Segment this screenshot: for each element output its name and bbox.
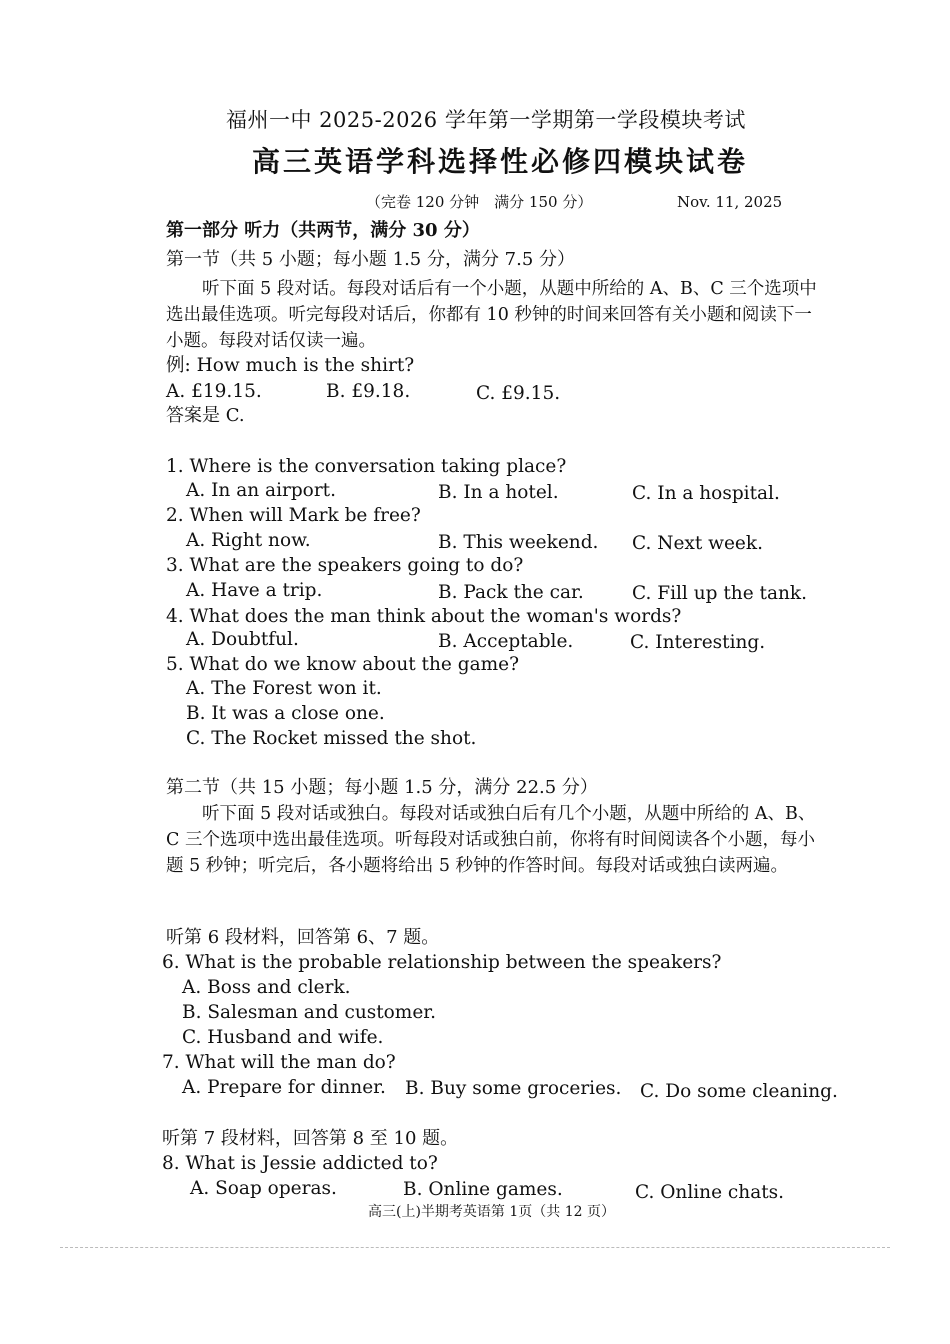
q8-option-b: B. Online games.: [403, 1179, 563, 1200]
question-3: 3. What are the speakers going to do?: [166, 555, 524, 576]
q7-option-b: B. Buy some groceries.: [405, 1078, 622, 1099]
question-8: 8. What is Jessie addicted to?: [162, 1153, 438, 1174]
q3-option-a: A. Have a trip.: [186, 580, 323, 601]
q7-option-a: A. Prepare for dinner.: [182, 1077, 386, 1098]
exam-title: 高三英语学科选择性必修四模块试卷: [252, 145, 749, 178]
q1-option-c: C. In a hospital.: [632, 483, 780, 504]
q3-option-b: B. Pack the car.: [438, 582, 584, 603]
q4-option-a: A. Doubtful.: [186, 629, 299, 650]
question-7: 7. What will the man do?: [162, 1052, 396, 1073]
q1-option-b: B. In a hotel.: [438, 482, 559, 503]
question-5: 5. What do we know about the game?: [166, 654, 520, 675]
question-6: 6. What is the probable relationship between the speakers?: [162, 952, 722, 973]
material-7-heading: 听第 7 段材料，回答第 8 至 10 题。: [162, 1128, 459, 1149]
example-option-a: A. £19.15.: [166, 381, 262, 402]
q5-option-c: C. The Rocket missed the shot.: [186, 728, 477, 749]
example-option-c: C. £9.15.: [476, 383, 561, 404]
exam-info: （完卷 120 分钟 满分 150 分）: [366, 193, 593, 211]
q1-option-a: A. In an airport.: [186, 480, 336, 501]
part1-title: 第一部分 听力（共两节，满分 30 分）: [166, 220, 480, 241]
q6-option-b: B. Salesman and customer.: [182, 1002, 436, 1023]
example-answer: 答案是 C.: [166, 405, 245, 426]
q8-option-c: C. Online chats.: [635, 1182, 785, 1203]
q5-option-b: B. It was a close one.: [186, 703, 385, 724]
question-1: 1. Where is the conversation taking place?: [166, 456, 567, 477]
section1-instructions: 听下面 5 段对话。每段对话后有一个小题，从题中所给的 A、B、C 三个选项中选出最佳选项。听完每段对话后，你都有 10 秒钟的时间来回答有关小题和阅读下一小题。每段对话仅读一遍。: [166, 279, 817, 351]
q2-option-a: A. Right now.: [186, 530, 311, 551]
q7-option-c: C. Do some cleaning.: [640, 1081, 838, 1102]
q4-option-c: C. Interesting.: [630, 632, 766, 653]
q3-option-c: C. Fill up the tank.: [632, 583, 808, 604]
material-6-heading: 听第 6 段材料，回答第 6、7 题。: [166, 927, 440, 948]
page-footer: 高三(上)半期考英语第 1页（共 12 页）: [368, 1204, 615, 1220]
question-2: 2. When will Mark be free?: [166, 505, 421, 526]
q5-option-a: A. The Forest won it.: [186, 678, 382, 699]
exam-date: Nov. 11, 2025: [677, 193, 783, 211]
section2-title: 第二节（共 15 小题；每小题 1.5 分，满分 22.5 分）: [166, 777, 598, 798]
example-option-b: B. £9.18.: [326, 381, 411, 402]
section1-title: 第一节（共 5 小题；每小题 1.5 分，满分 7.5 分）: [166, 249, 576, 270]
q6-option-c: C. Husband and wife.: [182, 1027, 384, 1048]
section2-instructions: 听下面 5 段对话或独白。每段对话或独白后有几个小题，从题中所给的 A、B、C 三个选项中选出最佳选项。听每段对话或独白前，你将有时间阅读各个小题，每小题 5 秒钟；听完后，各小题将给出 5 秒钟的作答时间。每段对话或独白读两遍。: [166, 804, 816, 876]
q4-option-b: B. Acceptable.: [438, 631, 574, 652]
question-4: 4. What does the man think about the woman's words?: [166, 606, 682, 627]
example-question: 例: How much is the shirt?: [166, 355, 415, 376]
q6-option-a: A. Boss and clerk.: [182, 977, 351, 998]
school-exam-line: 福州一中 2025-2026 学年第一学期第一学段模块考试: [226, 108, 746, 132]
q2-option-c: C. Next week.: [632, 533, 763, 554]
scan-edge-divider: [60, 1247, 890, 1248]
q2-option-b: B. This weekend.: [438, 532, 599, 553]
q8-option-a: A. Soap operas.: [190, 1178, 337, 1199]
